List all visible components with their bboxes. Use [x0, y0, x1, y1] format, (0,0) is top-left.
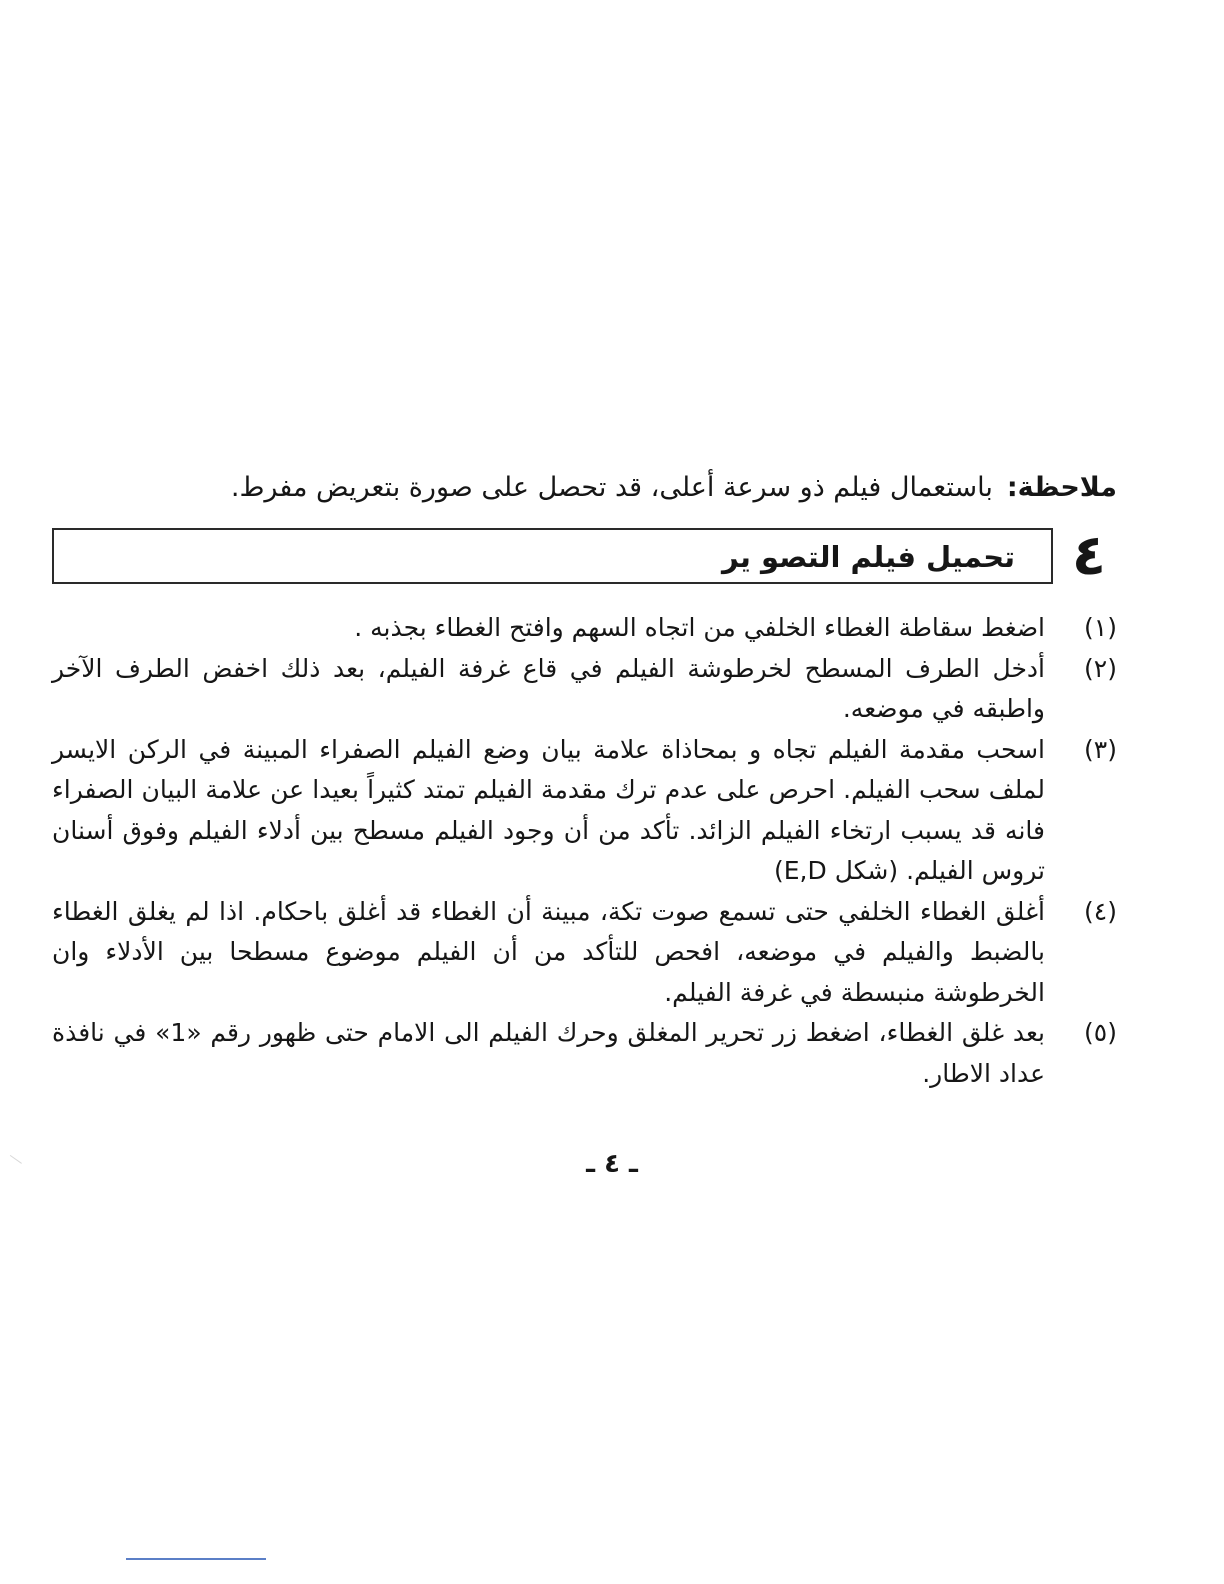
step-number: (٤)	[1084, 896, 1117, 926]
step-item	[52, 649, 1117, 730]
step-item	[52, 892, 1117, 1014]
note-text: باستعمال فيلم ذو سرعة أعلى، قد تحصل على صورة بتعريض مفرط.	[230, 472, 993, 503]
step-text: أغلق الغطاء الخلفي حتى تسمع صوت تكة، مبينة أن الغطاء قد أغلق باحكام. اذا لم يغلق الغطاء بالضبط والفيلم في موضعه، افحص للتأكد من أن الفيلم موضوع مسطحا بين الأدلاء وان الخرطوشة منبسطة في غرفة الفيلم.	[52, 896, 1045, 1007]
footnote-rule	[126, 1558, 266, 1560]
step-text: اضغط سقاطة الغطاء الخلفي من اتجاه السهم وافتح الغطاء بجذبه .	[354, 613, 1045, 642]
scan-mark	[4, 1155, 22, 1172]
step-item	[52, 1013, 1117, 1094]
note	[200, 468, 1117, 508]
step-item	[52, 608, 1117, 649]
step-text: اسحب مقدمة الفيلم تجاه و بمحاذاة علامة بيان وضع الفيلم الصفراء المبينة في الركن الايسر لملف سحب الفيلم. احرص على عدم ترك مقدمة الفيلم تمتد كثيراً بعيدا عن علامة البيان الصفراء فانه قد يسبب ارتخاء الفيلم الزائد. تأكد من أن وجود الفيلم مسطح بين أدلاء الفيلم وفوق أسنان تروس الفيلم. (شكل E,D)	[52, 734, 1045, 885]
steps-list	[52, 608, 1117, 1094]
section-header	[52, 523, 1117, 588]
page-number: ـ ٤ ـ	[586, 1149, 638, 1179]
step-text: أدخل الطرف المسطح لخرطوشة الفيلم في قاع غرفة الفيلم، بعد ذلك اخفض الطرف الآخر واطبقه في موضعه.	[52, 653, 1045, 723]
section-title-box	[52, 528, 1053, 584]
section-number: ٤	[1071, 523, 1107, 588]
step-text: بعد غلق الغطاء، اضغط زر تحرير المغلق وحرك الفيلم الى الامام حتى ظهور رقم «1» في نافذة عداد الاطار.	[52, 1018, 1045, 1088]
note-label: ملاحظة:	[1006, 472, 1117, 503]
step-item	[52, 730, 1117, 892]
step-number: (٢)	[1084, 653, 1117, 683]
step-number: (٥)	[1084, 1018, 1117, 1047]
section-title: تحميل فيلم التصو ير	[721, 540, 1015, 574]
step-number: (٣)	[1084, 734, 1117, 764]
step-number: (١)	[1084, 613, 1117, 642]
